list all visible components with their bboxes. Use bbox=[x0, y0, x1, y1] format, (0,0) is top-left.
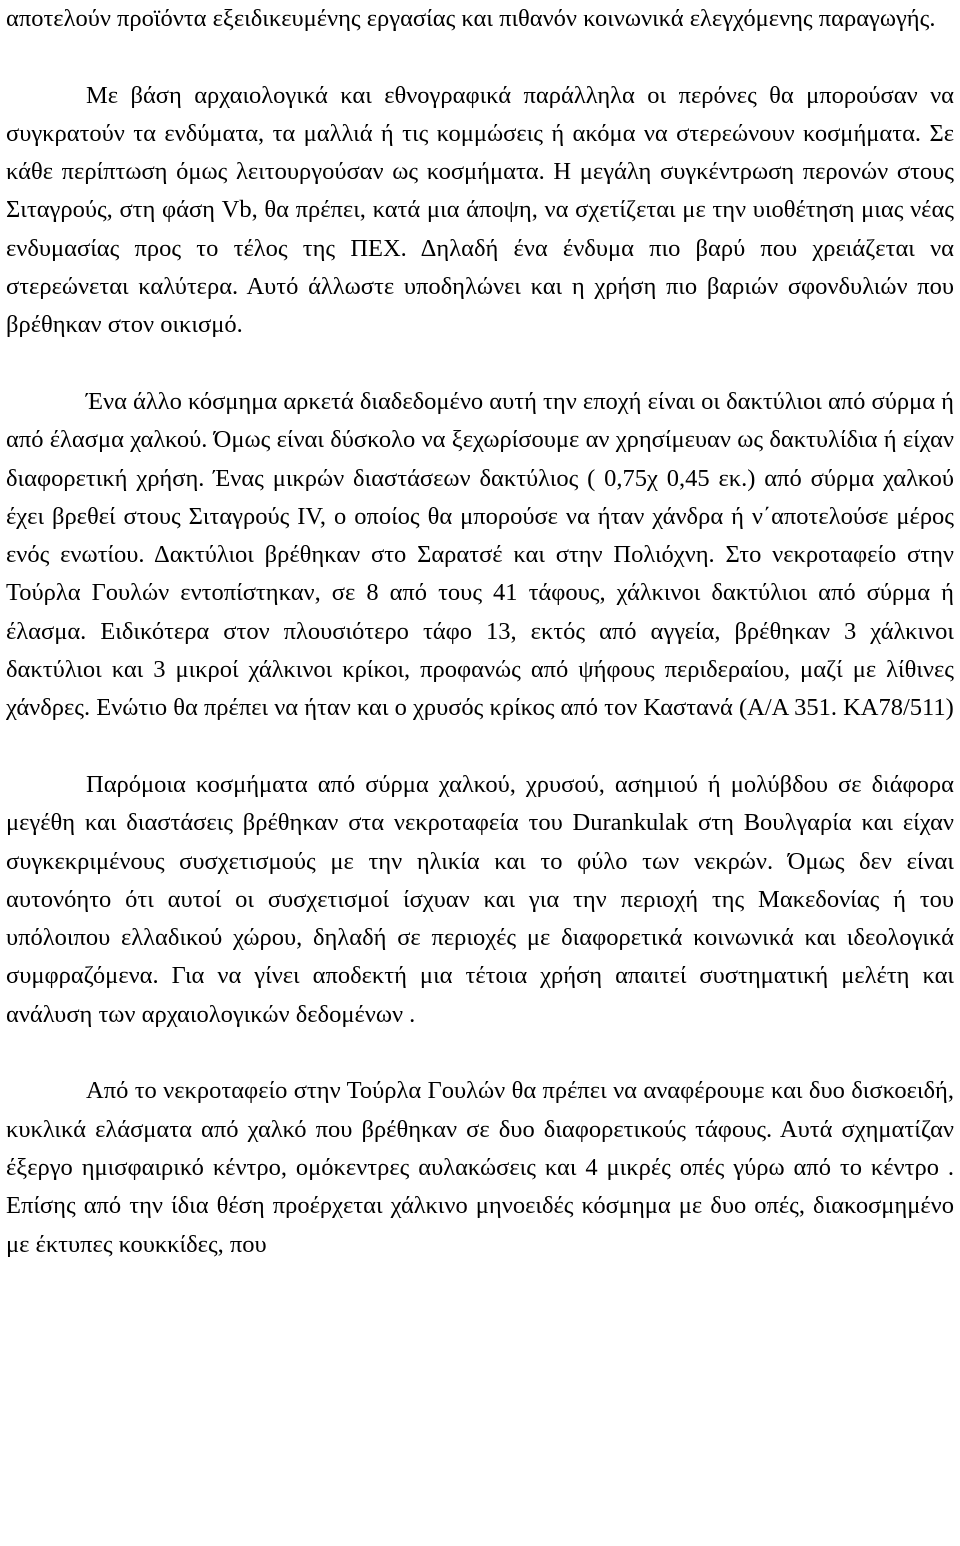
paragraph-pins bbox=[6, 77, 954, 345]
paragraph-text: Ένα άλλο κόσμημα αρκετά διαδεδομένο αυτή την εποχή είναι οι δακτύλιοι από σύρμα ή από έλασμα χαλκού. Όμως είναι δύσκολο να ξεχωρίσουμε αν χρησίμευαν ως δακτυλίδια ή είχαν διαφορετική χρήση. Ένας μικρών διαστάσεων δακτύλιος ( 0,75χ 0,45 εκ.) από σύρμα χαλκού έχει βρεθεί στους Σιταγρούς IV, ο οποίος θα μπορούσε να ήταν χάνδρα ή ν΄αποτελούσε μέρος ενός ενωτίου. Δακτύλιοι βρέθηκαν στο Σαρατσέ και στην Πολιόχνη. Στο νεκροταφείο στην Τούρλα Γουλών εντοπίστηκαν, σε 8 από τους 41 τάφους, χάλκινοι δακτύλιοι από σύρμα ή έλασμα. Ειδικότερα στον πλουσιότερο τάφο 13, εκτός από αγγεία, βρέθηκαν 3 χάλκινοι δακτύλιοι και 3 μικροί χάλκινοι κρίκοι, προφανώς από ψήφους περιδεραίου, μαζί με λίθινες χάνδρες. Ενώτιο θα πρέπει να ήταν και ο χρυσός κρίκος από τον Καστανά (Α/Α 351. ΚΑ78/511) bbox=[6, 387, 954, 722]
paragraph-continuation bbox=[6, 0, 954, 38]
paragraph-discs bbox=[6, 1072, 954, 1263]
paragraph-text: αποτελούν προϊόντα εξειδικευμένης εργασίας και πιθανόν κοινωνικά ελεγχόμενης παραγωγής. bbox=[6, 5, 936, 32]
document-page bbox=[6, 0, 954, 1264]
paragraph-durankulak bbox=[6, 766, 954, 1034]
paragraph-text: Παρόμοια κοσμήματα από σύρμα χαλκού, χρυσού, ασημιού ή μολύβδου σε διάφορα μεγέθη και διαστάσεις βρέθηκαν στα νεκροταφεία του Durankulak στη Βουλγαρία και είχαν συγκεκριμένους συσχετισμούς με την ηλικία και το φύλο των νεκρών. Όμως δεν είναι αυτονόητο ότι αυτοί οι συσχετισμοί ίσχυαν και για την περιοχή της Μακεδονίας ή του υπόλοιπου ελλαδικού χώρου, δηλαδή σε περιοχές με διαφορετικά κοινωνικά και ιδεολογικά συμφραζόμενα. Για να γίνει αποδεκτή μια τέτοια χρήση απαιτεί συστηματική μελέτη και ανάλυση των αρχαιολογικών δεδομένων . bbox=[6, 770, 954, 1028]
paragraph-rings bbox=[6, 383, 954, 728]
paragraph-text: Από το νεκροταφείο στην Τούρλα Γουλών θα πρέπει να αναφέρουμε και δυο δισκοειδή, κυκλικά ελάσματα από χαλκό που βρέθηκαν σε δυο διαφορετικούς τάφους. Αυτά σχηματίζαν έξεργο ημισφαιρικό κέντρο, ομόκεντρες αυλακώσεις και 4 μικρές οπές γύρω από το κέντρο . Επίσης από την ίδια θέση προέρχεται χάλκινο μηνοειδές κόσμημα με δυο οπές, διακοσμημένο με έκτυπες κουκκίδες, που bbox=[6, 1077, 954, 1258]
paragraph-text: Με βάση αρχαιολογικά και εθνογραφικά παράλληλα οι περόνες θα μπορούσαν να συγκρατούν τα ενδύματα, τα μαλλιά ή τις κομμώσεις ή ακόμα να στερεώνουν κοσμήματα. Σε κάθε περίπτωση όμως λειτουργούσαν ως κοσμήματα. Η μεγάλη συγκέντρωση περονών στους Σιταγρούς, στη φάση Vb, θα πρέπει, κατά μια άποψη, να σχετίζεται με την υιοθέτηση μιας νέας ενδυμασίας προς το τέλος της ΠΕΧ. Δηλαδή ένα ένδυμα πιο βαρύ που χρειάζεται να στερεώνεται καλύτερα. Αυτό άλλωστε υποδηλώνει και η χρήση πιο βαριών σφονδυλιών που βρέθηκαν στον οικισμό. bbox=[6, 81, 954, 339]
